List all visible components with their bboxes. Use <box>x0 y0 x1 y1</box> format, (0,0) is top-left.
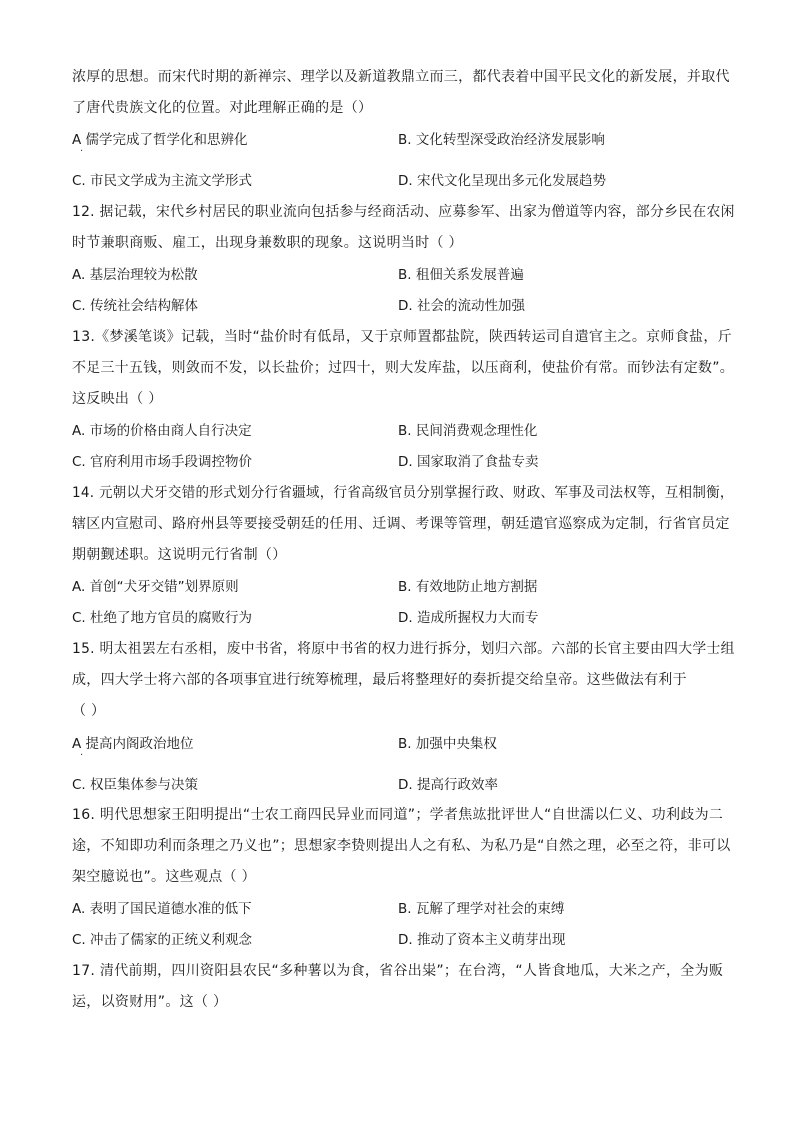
q16-option-b[interactable]: B. 瓦解了理学对社会的束缚 <box>398 901 565 917</box>
q11-stem-line-2: 了唐代贵族文化的位置。对此理解正确的是（） <box>72 100 373 116</box>
q14-option-a[interactable]: A. 首创“犬牙交错”划界原则 <box>72 579 239 595</box>
q11-option-b[interactable]: B. 文化转型深受政治经济发展影响 <box>398 132 605 148</box>
q12-stem-line-1: 12. 据记载，宋代乡村居民的职业流向包括参与经商活动、应募参军、出家为僧道等内容，部分乡民在农闲 <box>72 204 735 220</box>
q14-stem-line-3: 期朝觐述职。这说明元行省制（） <box>72 547 287 563</box>
q14-option-c[interactable]: C. 杜绝了地方官员的腐败行为 <box>72 610 253 626</box>
q14-option-b[interactable]: B. 有效地防止地方割据 <box>398 579 538 595</box>
q12-option-a[interactable]: A. 基层治理较为松散 <box>72 267 198 283</box>
q12-option-d[interactable]: D. 社会的流动性加强 <box>398 298 525 314</box>
q13-stem-line-1: 13.《梦溪笔谈》记载，当时“盐价时有低昂，又于京师置都盐院，陕西转运司自遣官主之。京师食盐，斤 <box>72 329 732 345</box>
q15-option-d[interactable]: D. 提高行政效率 <box>398 777 498 793</box>
q17-stem-line-1: 17. 清代前期，四川资阳县农民“多种薯以为食，省谷出粜”；在台湾，“人皆食地瓜，大米之产，全为贩 <box>72 963 724 979</box>
scan-dot: · <box>80 750 84 761</box>
q15-option-c[interactable]: C. 权臣集体参与决策 <box>72 777 199 793</box>
q13-stem-line-3: 这反映出（ ） <box>72 391 163 407</box>
q16-stem-line-3: 架空臆说也”。这些观点（ ） <box>72 869 256 885</box>
q15-option-a[interactable]: A 提高内阁政治地位 <box>72 736 194 752</box>
q14-stem-line-1: 14. 元朝以犬牙交错的形式划分行省疆域，行省高级官员分别掌握行政、财政、军事及司法权等，互相制衡， <box>72 485 734 501</box>
q15-stem-line-1: 15. 明太祖罢左右丞相，废中书省，将原中书省的权力进行拆分，划归六部。六部的长官主要由四大学士组 <box>72 641 735 657</box>
q13-option-d[interactable]: D. 国家取消了食盐专卖 <box>398 454 539 470</box>
q12-option-c[interactable]: C. 传统社会结构解体 <box>72 298 199 314</box>
q15-stem-line-3: （ ） <box>72 703 106 719</box>
q16-option-a[interactable]: A. 表明了国民道德水准的低下 <box>72 901 252 917</box>
q11-option-a[interactable]: A 儒学完成了哲学化和思辨化 <box>72 132 248 148</box>
q17-stem-line-2: 运，以资财用”。这（ ） <box>72 994 228 1010</box>
q13-option-a[interactable]: A. 市场的价格由商人自行决定 <box>72 423 252 439</box>
q11-option-d[interactable]: D. 宋代文化呈现出多元化发展趋势 <box>398 173 606 189</box>
q13-stem-line-2: 不足三十五钱，则敛而不发，以长盐价；过四十，则大发库盐，以压商利，使盐价有常。而钞法有定数”。 <box>72 360 735 376</box>
q11-option-c[interactable]: C. 市民文学成为主流文学形式 <box>72 173 253 189</box>
q15-stem-line-2: 成，四大学士将六部的各项事宜进行统筹梳理，最后将整理好的奏折提交给皇帝。这些做法有利于 <box>72 672 687 688</box>
q11-stem-line-1: 浓厚的思想。而宋代时期的新禅宗、理学以及新道教鼎立而三，都代表着中国平民文化的新发展，并取代 <box>72 69 730 85</box>
q16-option-c[interactable]: C. 冲击了儒家的正统义利观念 <box>72 932 253 948</box>
q14-stem-line-2: 辖区内宣慰司、路府州县等要接受朝廷的任用、迁调、考课等管理，朝廷遣官巡察成为定制，行省官员定 <box>72 516 730 532</box>
q15-option-b[interactable]: B. 加强中央集权 <box>398 736 497 752</box>
q16-option-d[interactable]: D. 推动了资本主义萌芽出现 <box>398 932 566 948</box>
q12-stem-line-2: 时节兼职商贩、雇工，出现身兼数职的现象。这说明当时（ ） <box>72 235 463 251</box>
q16-stem-line-1: 16. 明代思想家王阳明提出“士农工商四民异业而同道”；学者焦竑批评世人“自世濡以仁义、功利歧为二 <box>72 807 724 823</box>
q13-option-b[interactable]: B. 民间消费观念理性化 <box>398 423 538 439</box>
scan-dot: · <box>80 146 84 157</box>
q14-option-d[interactable]: D. 造成所握权力大而专 <box>398 610 539 626</box>
q13-option-c[interactable]: C. 官府利用市场手段调控物价 <box>72 454 253 470</box>
q12-option-b[interactable]: B. 租佃关系发展普遍 <box>398 267 524 283</box>
q16-stem-line-2: 途，不知即功利而条理之乃义也”；思想家李贽则提出人之有私、为私乃是“自然之理，必至之符，非可以 <box>72 838 731 854</box>
